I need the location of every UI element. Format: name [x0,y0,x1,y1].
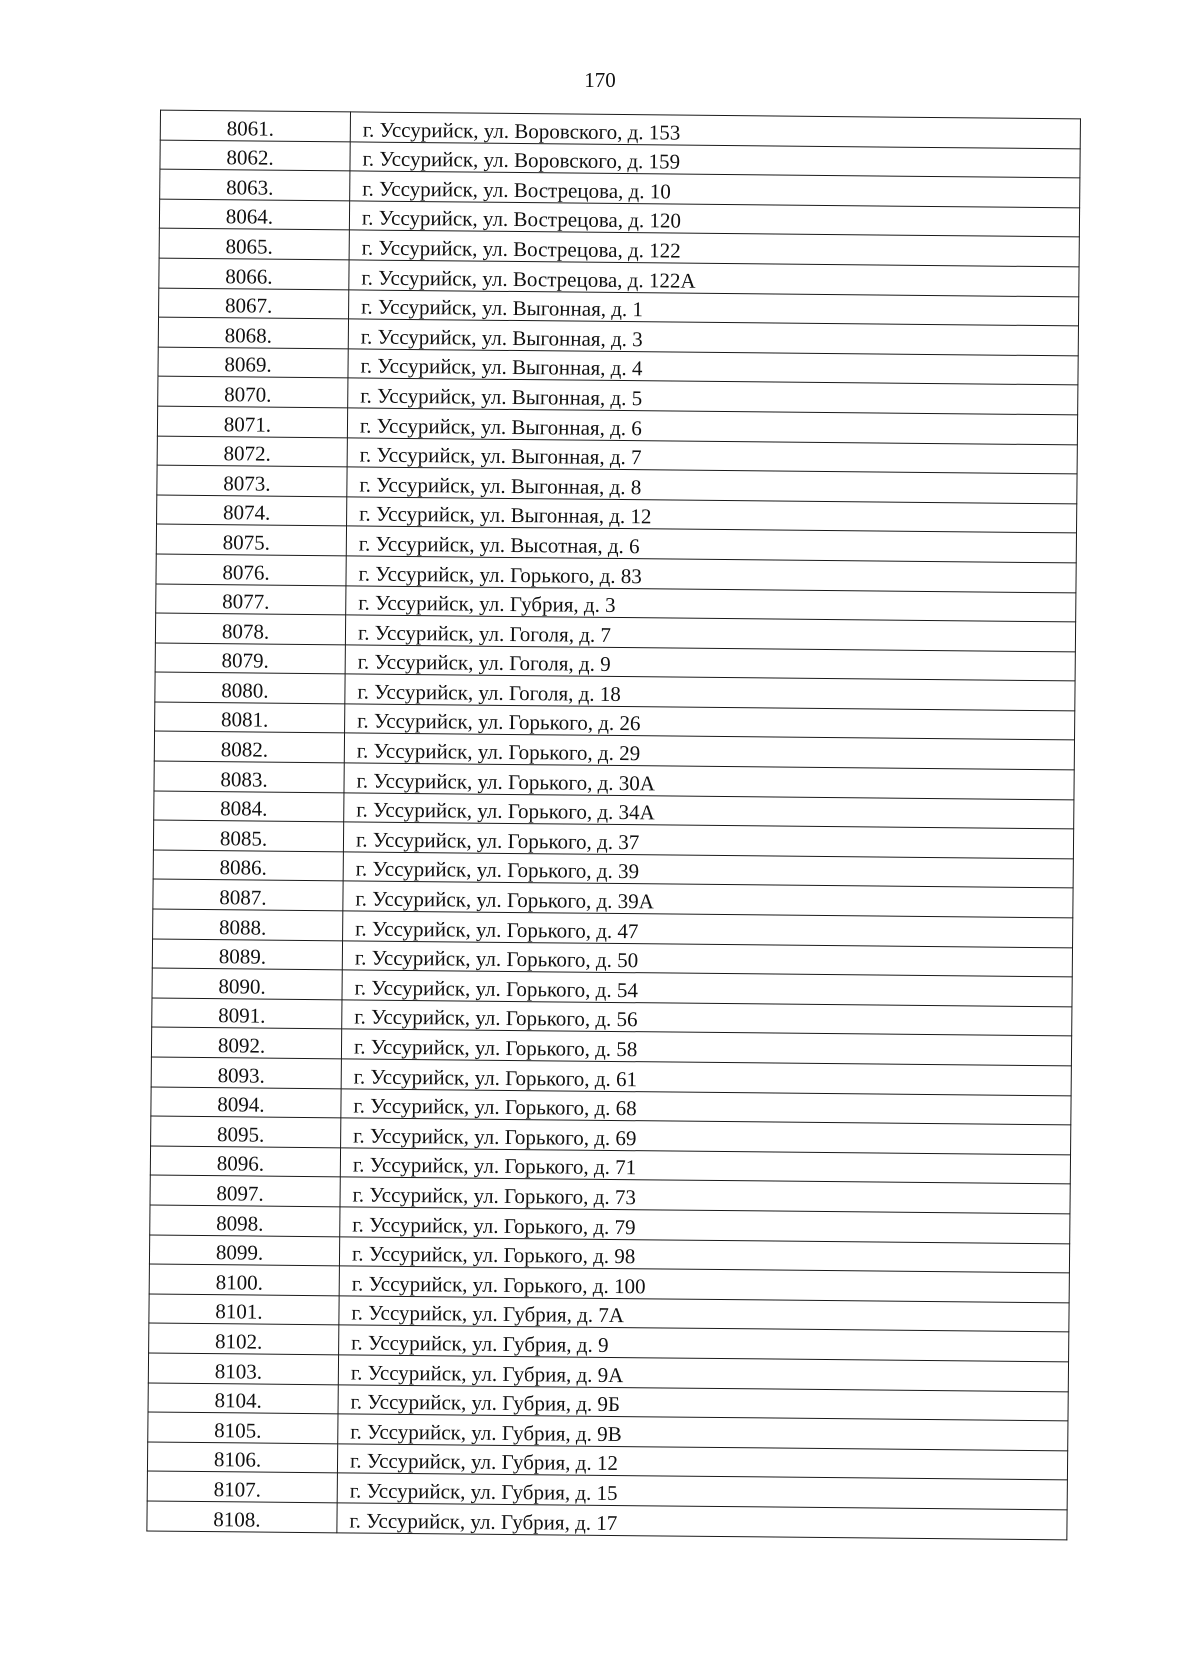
row-number: 8075. [156,524,346,555]
row-address: г. Уссурийск, ул. Вострецова, д. 122 [349,230,1079,267]
row-address: г. Уссурийск, ул. Воровского, д. 159 [350,142,1080,179]
row-number: 8103. [148,1353,338,1384]
row-address: г. Уссурийск, ул. Горького, д. 58 [341,1029,1071,1066]
address-table [146,110,1081,1540]
row-address: г. Уссурийск, ул. Вострецова, д. 10 [350,171,1080,208]
row-number: 8085. [153,820,343,851]
row-address: г. Уссурийск, ул. Горького, д. 37 [343,822,1073,859]
row-number: 8098. [150,1205,340,1236]
row-number: 8066. [159,258,349,289]
row-address: г. Уссурийск, ул. Горького, д. 50 [342,940,1072,977]
row-address: г. Уссурийск, ул. Горького, д. 47 [343,911,1073,948]
row-address: г. Уссурийск, ул. Горького, д. 26 [345,704,1075,741]
page-number: 170 [584,68,616,92]
row-address: г. Уссурийск, ул. Горького, д. 56 [342,1000,1072,1037]
row-address: г. Уссурийск, ул. Губрия, д. 15 [337,1473,1067,1510]
row-address: г. Уссурийск, ул. Высотная, д. 6 [346,526,1076,563]
row-address: г. Уссурийск, ул. Горького, д. 68 [341,1088,1071,1125]
row-number: 8071. [157,406,347,437]
row-address: г. Уссурийск, ул. Гоголя, д. 7 [345,615,1075,652]
row-address: г. Уссурийск, ул. Губрия, д. 9 [339,1325,1069,1362]
row-number: 8078. [155,613,345,644]
row-number: 8083. [154,761,344,792]
row-number: 8102. [149,1323,339,1354]
row-number: 8082. [154,732,344,763]
row-number: 8061. [160,110,350,141]
row-number: 8074. [157,495,347,526]
row-address: г. Уссурийск, ул. Воровского, д. 153 [350,112,1080,149]
row-address: г. Уссурийск, ул. Гоголя, д. 9 [345,645,1075,682]
row-number: 8068. [158,317,348,348]
row-number: 8069. [158,347,348,378]
row-number: 8077. [156,584,346,615]
row-address: г. Уссурийск, ул. Горького, д. 29 [344,733,1074,770]
row-address: г. Уссурийск, ул. Горького, д. 34А [344,793,1074,830]
row-number: 8081. [155,702,345,733]
row-address: г. Уссурийск, ул. Губрия, д. 3 [346,585,1076,622]
row-number: 8065. [159,228,349,259]
row-number: 8106. [147,1442,337,1473]
row-address: г. Уссурийск, ул. Горького, д. 83 [346,556,1076,593]
row-number: 8072. [157,436,347,467]
row-number: 8105. [148,1412,338,1443]
row-number: 8108. [147,1501,337,1532]
row-address: г. Уссурийск, ул. Горького, д. 100 [339,1266,1069,1303]
row-address: г. Уссурийск, ул. Губрия, д. 12 [337,1444,1067,1481]
row-address: г. Уссурийск, ул. Вострецова, д. 120 [349,201,1079,238]
row-address: г. Уссурийск, ул. Выгонная, д. 1 [349,289,1079,326]
row-address: г. Уссурийск, ул. Вострецова, д. 122А [349,260,1079,297]
row-number: 8080. [155,672,345,703]
row-number: 8084. [154,791,344,822]
row-address: г. Уссурийск, ул. Губрия, д. 17 [337,1503,1067,1540]
row-number: 8063. [160,169,350,200]
row-address: г. Уссурийск, ул. Выгонная, д. 3 [348,319,1078,356]
row-number: 8107. [147,1471,337,1502]
row-address: г. Уссурийск, ул. Горького, д. 69 [341,1118,1071,1155]
row-address: г. Уссурийск, ул. Горького, д. 71 [340,1148,1070,1185]
row-number: 8094. [151,1087,341,1118]
row-number: 8101. [149,1294,339,1325]
row-number: 8076. [156,554,346,585]
row-number: 8090. [152,968,342,999]
row-number: 8089. [152,939,342,970]
row-number: 8095. [151,1116,341,1147]
row-number: 8092. [151,1027,341,1058]
row-address: г. Уссурийск, ул. Горького, д. 98 [339,1236,1069,1273]
row-number: 8067. [159,288,349,319]
row-address: г. Уссурийск, ул. Выгонная, д. 7 [347,437,1077,474]
row-number: 8073. [157,465,347,496]
row-address: г. Уссурийск, ул. Горького, д. 30А [344,763,1074,800]
row-address: г. Уссурийск, ул. Выгонная, д. 8 [347,467,1077,504]
row-number: 8093. [151,1057,341,1088]
row-address: г. Уссурийск, ул. Горького, д. 39 [343,852,1073,889]
row-number: 8062. [160,140,350,171]
row-number: 8086. [153,850,343,881]
row-number: 8091. [152,998,342,1029]
row-number: 8100. [149,1264,339,1295]
row-address: г. Уссурийск, ул. Выгонная, д. 6 [347,408,1077,445]
row-address: г. Уссурийск, ул. Выгонная, д. 4 [348,349,1078,386]
row-address: г. Уссурийск, ул. Горького, д. 73 [340,1177,1070,1214]
row-number: 8088. [153,909,343,940]
row-address: г. Уссурийск, ул. Горького, д. 61 [341,1059,1071,1096]
row-number: 8070. [158,376,348,407]
row-address: г. Уссурийск, ул. Горького, д. 39А [343,881,1073,918]
row-address: г. Уссурийск, ул. Выгонная, д. 12 [347,497,1077,534]
row-address: г. Уссурийск, ул. Выгонная, д. 5 [348,378,1078,415]
row-number: 8079. [155,643,345,674]
row-address: г. Уссурийск, ул. Гоголя, д. 18 [345,674,1075,711]
row-number: 8064. [159,199,349,230]
row-number: 8087. [153,879,343,910]
row-number: 8104. [148,1383,338,1414]
row-address: г. Уссурийск, ул. Губрия, д. 7А [339,1296,1069,1333]
row-address: г. Уссурийск, ул. Горького, д. 79 [340,1207,1070,1244]
row-number: 8096. [150,1146,340,1177]
row-address: г. Уссурийск, ул. Горького, д. 54 [342,970,1072,1007]
row-address: г. Уссурийск, ул. Губрия, д. 9В [338,1414,1068,1451]
row-number: 8097. [150,1175,340,1206]
row-address: г. Уссурийск, ул. Губрия, д. 9Б [338,1384,1068,1421]
row-address: г. Уссурийск, ул. Губрия, д. 9А [338,1355,1068,1392]
row-number: 8099. [149,1235,339,1266]
address-table-body [147,110,1081,1539]
